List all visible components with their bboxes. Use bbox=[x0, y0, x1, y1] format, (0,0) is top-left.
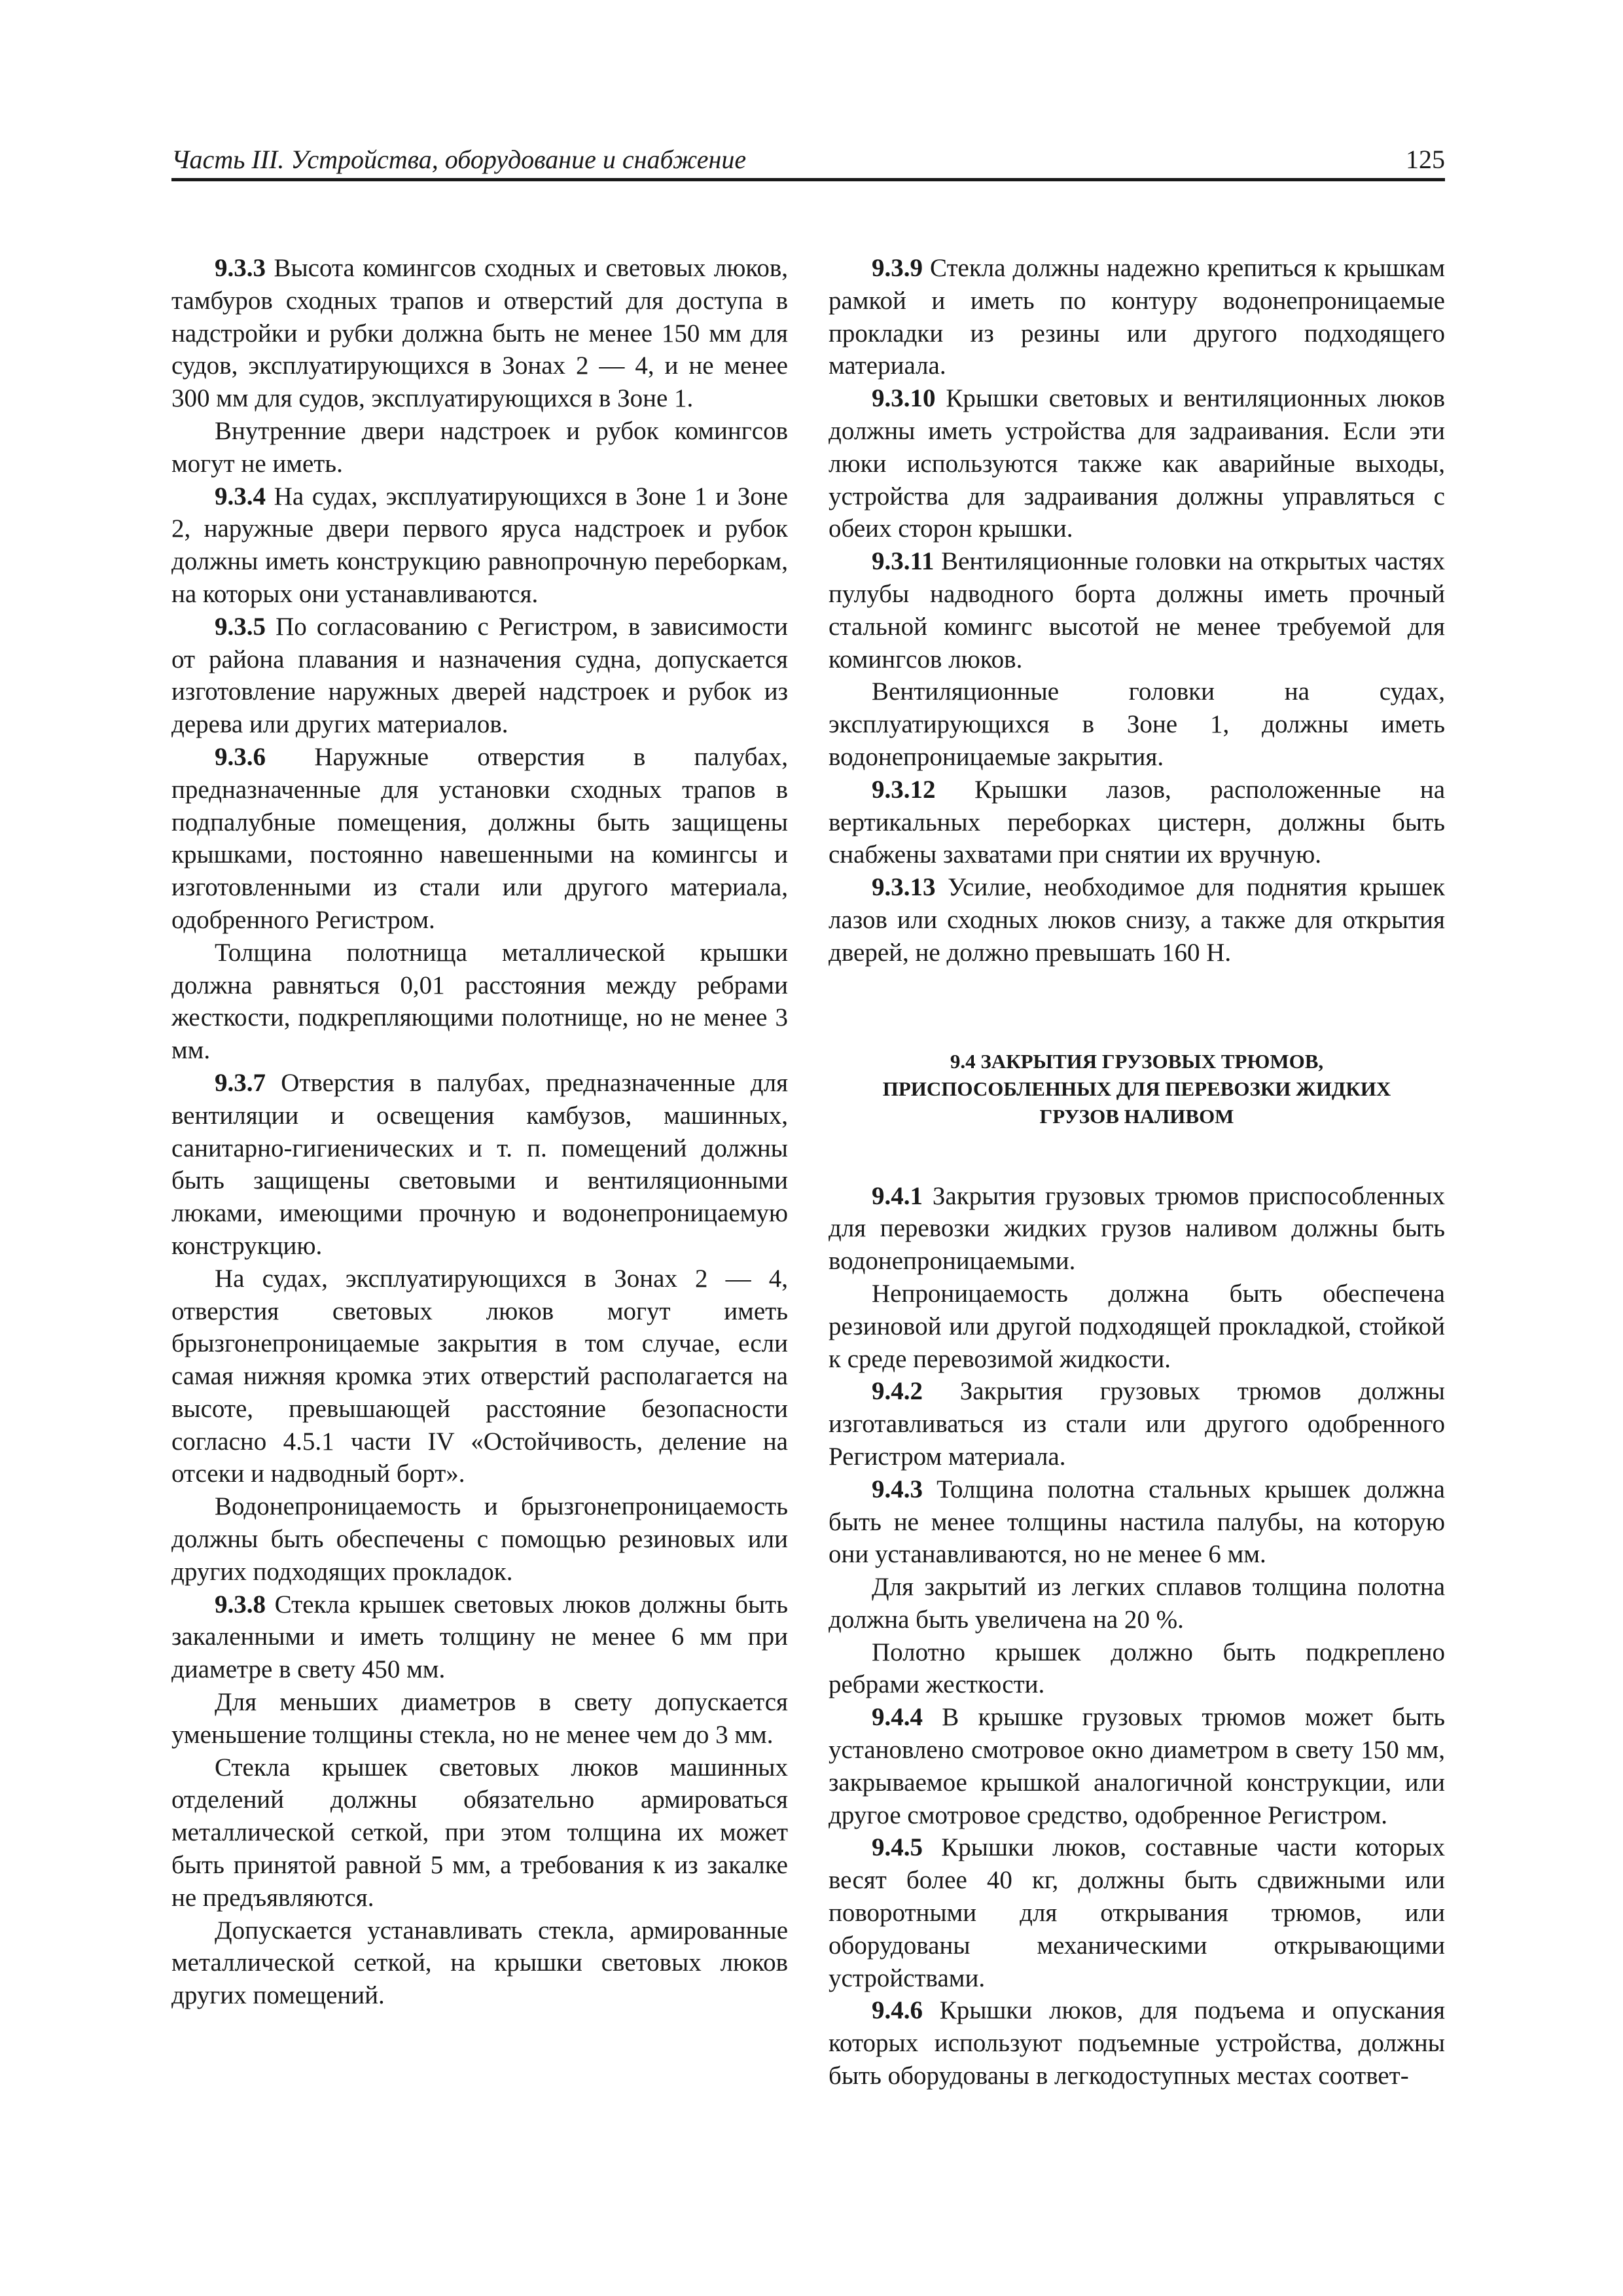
paragraph-text: Допускается устанавливать стекла, армированные металлической сеткой, на крышки световых люков других помещений. bbox=[171, 1916, 788, 2010]
paragraph-text: Усилие, необходимое для поднятия крышек лазов или сходных люков снизу, а также для открытия дверей, не должно превышать 160 Н. bbox=[829, 873, 1446, 967]
section-heading-line: ГРУЗОВ НАЛИВОМ bbox=[1039, 1104, 1234, 1128]
paragraph bbox=[829, 1636, 1445, 1702]
clause-number: 9.3.6 bbox=[215, 742, 266, 771]
section-heading bbox=[829, 1048, 1445, 1130]
paragraph-text: Отверстия в палубах, предназначенные для вентиляции и освещения камбузов, машинных, санитарно-гигиенических и т. п. помещений должны быть защищены световыми и вентиляционными люками, имеющими прочную и водонепроницаемую конструкцию. bbox=[171, 1068, 789, 1260]
paragraph-text: В крышке грузовых трюмов может быть установлено смотровое окно диаметром в свету 150 мм, закрываемое крышкой аналогичной конструкции, или другое смотровое средство, одобренное Регистром. bbox=[829, 1703, 1445, 1829]
right-column bbox=[829, 252, 1445, 2092]
paragraph bbox=[829, 1994, 1445, 2092]
paragraph bbox=[171, 1588, 788, 1686]
paragraph bbox=[829, 252, 1445, 382]
paragraph-text: Крышки люков, составные части которых весят более 40 кг, должны быть сдвижными или поворотными для открывания трюмов, или оборудованы механическими открывающими устройствами. bbox=[829, 1833, 1445, 1992]
paragraph-text: Для меньших диаметров в свету допускается уменьшение толщины стекла, но не менее чем до 3 мм. bbox=[171, 1688, 788, 1749]
paragraph bbox=[171, 415, 788, 480]
paragraph-text: Стекла крышек световых люков должны быть закаленными и иметь толщину не менее 6 мм при диаметре в свету 450 мм. bbox=[171, 1590, 789, 1684]
paragraph-text: Высота комингсов сходных и световых люков, тамбуров сходных трапов и отверстий для доступа в надстройки и рубки должна быть не менее 150 мм для судов, эксплуатирующихся в Зонах 2 — 4, и не менее 300 мм для судов, эксплуатирующихся в Зоне 1. bbox=[171, 254, 788, 413]
paragraph bbox=[829, 1701, 1445, 1831]
paragraph bbox=[829, 871, 1445, 969]
clause-number: 9.3.10 bbox=[872, 384, 936, 413]
paragraph bbox=[829, 1473, 1445, 1571]
paragraph bbox=[171, 1751, 788, 1914]
paragraph bbox=[829, 1831, 1445, 1994]
paragraph-text: Толщина полотна стальных крышек должна быть не менее толщины настила палубы, на которую они устанавливаются, но не менее 6 мм. bbox=[829, 1475, 1445, 1569]
page-number: 125 bbox=[1406, 145, 1445, 174]
running-header bbox=[171, 141, 1445, 181]
paragraph bbox=[829, 545, 1445, 675]
clause-number: 9.3.12 bbox=[872, 775, 936, 804]
paragraph-text: Стекла должны надежно крепиться к крышкам рамкой и иметь по контуру водонепроницаемые прокладки из резины или другого подходящего материала. bbox=[829, 254, 1445, 380]
clause-number: 9.4.3 bbox=[872, 1475, 923, 1503]
paragraph bbox=[171, 480, 788, 611]
clause-number: 9.3.13 bbox=[872, 873, 936, 902]
clause-number: 9.4.1 bbox=[872, 1181, 923, 1210]
left-column bbox=[171, 252, 788, 2012]
paragraph bbox=[829, 1571, 1445, 1636]
section-heading-line: ПРИСПОСОБЛЕННЫХ ДЛЯ ПЕРЕВОЗКИ ЖИДКИХ bbox=[882, 1077, 1391, 1100]
clause-number: 9.3.4 bbox=[215, 482, 266, 511]
paragraph-text: Полотно крышек должно быть подкреплено ребрами жесткости. bbox=[829, 1638, 1445, 1699]
paragraph bbox=[829, 382, 1445, 545]
clause-number: 9.3.11 bbox=[872, 547, 935, 576]
clause-number: 9.3.9 bbox=[872, 254, 923, 282]
clause-number: 9.4.4 bbox=[872, 1703, 923, 1732]
paragraph bbox=[829, 1180, 1445, 1278]
paragraph bbox=[829, 1375, 1445, 1473]
paragraph bbox=[829, 774, 1445, 871]
paragraph-text: По согласованию с Регистром, в зависимости от района плавания и назначения судна, допускается изготовление наружных дверей надстроек и рубок из дерева или других материалов. bbox=[171, 612, 788, 739]
paragraph bbox=[171, 1263, 788, 1491]
paragraph-text: Наружные отверстия в палубах, предназначенные для установки сходных трапов в подпалубные помещения, должны быть защищены крышками, постоянно навешенными на комингсы и изготовленными из стали или другого материала, одобренного Регистром. bbox=[171, 742, 788, 934]
paragraph bbox=[829, 1278, 1445, 1375]
running-title: Часть III. Устройства, оборудование и снабжение bbox=[171, 145, 747, 174]
paragraph bbox=[171, 1490, 788, 1588]
paragraph-text: Стекла крышек световых люков машинных отделений должны обязательно армироваться металлической сеткой, при этом толщина их может быть принятой равной 5 мм, а требования к из закалке не предъявляются. bbox=[171, 1753, 788, 1912]
paragraph bbox=[171, 611, 788, 741]
paragraph-text: Вентиляционные головки на открытых частях пулубы надводного борта должны иметь прочный стальной комингс высотой не менее требуемой для комингсов люков. bbox=[829, 547, 1446, 673]
paragraph bbox=[829, 675, 1445, 773]
paragraph bbox=[171, 1914, 788, 2012]
paragraph-text: Вентиляционные головки на судах, эксплуатирующихся в Зоне 1, должны иметь водонепроницаемые закрытия. bbox=[829, 677, 1445, 771]
paragraph bbox=[171, 1067, 788, 1263]
section-heading-line: 9.4 ЗАКРЫТИЯ ГРУЗОВЫХ ТРЮМОВ, bbox=[950, 1049, 1324, 1073]
paragraph-text: Водонепроницаемость и брызгонепроницаемость должны быть обеспечены с помощью резиновых или других подходящих прокладок. bbox=[171, 1492, 788, 1586]
paragraph-text: На судах, эксплуатирующихся в Зоне 1 и Зоне 2, наружные двери первого яруса надстроек и рубок должны иметь конструкцию равнопрочную переборкам, на которых они устанавливаются. bbox=[171, 482, 788, 608]
paragraph-text: Непроницаемость должна быть обеспечена резиновой или другой подходящей прокладкой, стойкой к среде перевозимой жидкости. bbox=[829, 1279, 1445, 1373]
paragraph-text: Крышки лазов, расположенные на вертикальных переборках цистерн, должны быть снабжены захватами при снятии их вручную. bbox=[829, 775, 1446, 869]
paragraph bbox=[171, 937, 788, 1067]
paragraph-text: Закрытия грузовых трюмов должны изготавливаться из стали или другого одобренного Регистром материала. bbox=[829, 1377, 1445, 1471]
paragraph bbox=[171, 741, 788, 937]
paragraph-text: Крышки люков, для подъема и опускания которых используют подъемные устройства, должны быть оборудованы в легкодоступных местах соответ- bbox=[829, 1996, 1446, 2090]
paragraph-text: Закрытия грузовых трюмов приспособленных для перевозки жидких грузов наливом должны быть водонепроницаемыми. bbox=[829, 1181, 1445, 1276]
clause-number: 9.3.5 bbox=[215, 612, 266, 641]
clause-number: 9.3.8 bbox=[215, 1590, 266, 1619]
clause-number: 9.4.6 bbox=[872, 1996, 923, 2025]
clause-number: 9.4.5 bbox=[872, 1833, 923, 1862]
paragraph-text: Толщина полотнища металлической крышки должна равняться 0,01 расстояния между ребрами жесткости, подкрепляющими полотнище, но не менее 3 мм. bbox=[171, 938, 788, 1065]
paragraph-text: Внутренние двери надстроек и рубок комингсов могут не иметь. bbox=[171, 416, 788, 478]
clause-number: 9.3.7 bbox=[215, 1068, 266, 1097]
clause-number: 9.3.3 bbox=[215, 254, 266, 282]
paragraph bbox=[171, 252, 788, 415]
paragraph-text: На судах, эксплуатирующихся в Зонах 2 — 4, отверстия световых люков могут иметь брызгонепроницаемые закрытия в том случае, если самая нижняя кромка этих отверстий располагается на высоте, превышающей расстояние безопасности согласно 4.5.1 части IV «Остойчивость, деление на отсеки и надводный борт». bbox=[171, 1264, 788, 1488]
paragraph bbox=[171, 1686, 788, 1751]
clause-number: 9.4.2 bbox=[872, 1377, 923, 1406]
paragraph-text: Для закрытий из легких сплавов толщина полотна должна быть увеличена на 20 %. bbox=[829, 1573, 1445, 1634]
paragraph-text: Крышки световых и вентиляционных люков должны иметь устройства для задраивания. Если эти люки используются также как аварийные выходы, устройства для задраивания должны управляться с обеих сторон крышки. bbox=[829, 384, 1445, 543]
